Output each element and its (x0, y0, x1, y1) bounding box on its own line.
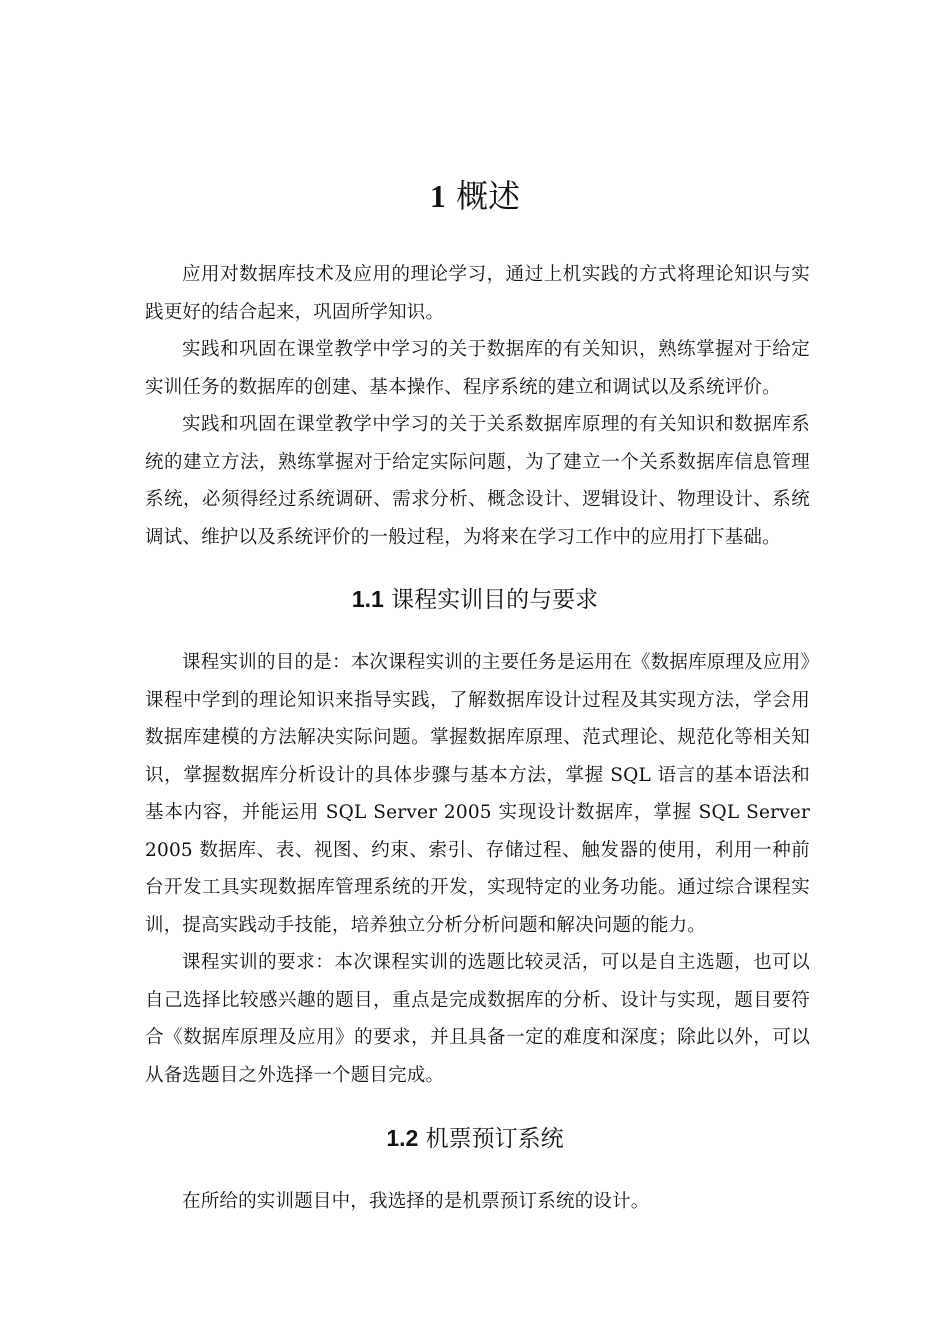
chapter-title-text: 概述 (456, 177, 521, 215)
section-1-1-number: 1.1 (351, 586, 384, 612)
section-1-1-paragraph-2: 课程实训的要求：本次课程实训的选题比较灵活，可以是自主选题，也可以自己选择比较感兴趣的题目，重点是完成数据库的分析、设计与实现，题目要符合《数据库原理及应用》的要求，并且具备一定的难度和深度；除此以外，可以从备选题目之外选择一个题目完成。 (145, 952, 810, 1086)
section-1-1-paragraph-1: 课程实训的目的是：本次课程实训的主要任务是运用在《数据库原理及应用》课程中学到的理论知识来指导实践，了解数据库设计过程及其实现方法，学会用数据库建模的方法解决实际问题。掌握数据库原理、范式理论、规范化等相关知识，掌握数据库分析设计的具体步骤与基本方法，掌握 SQL 语言的基本语法和基本内容，并能运用 SQL Server 2005 实现设计数据库，掌握 SQL Server 2005 数据库、表、视图、约束、索引、存储过程、触发器的使用，利用一种前台开发工具实现数据库管理系统的开发，实现特定的业务功能。通过综合课程实训，提高实践动手技能，培养独立分析分析问题和解决问题的能力。 (145, 652, 810, 936)
section-1-1-title: 课程实训目的与要求 (391, 587, 599, 613)
section-1-1-heading (0, 583, 950, 616)
intro-paragraph-3: 实践和巩固在课堂教学中学习的关于关系数据库原理的有关知识和数据库系统的建立方法，熟练掌握对于给定实际问题，为了建立一个关系数据库信息管理系统，必须得经过系统调研、需求分析、概念设计、逻辑设计、物理设计、系统调试、维护以及系统评价的一般过程，为将来在学习工作中的应用打下基础。 (145, 414, 810, 548)
intro-body (145, 256, 810, 556)
section-1-2-title: 机票预订系统 (425, 1126, 564, 1152)
intro-paragraph-1: 应用对数据库技术及应用的理论学习，通过上机实践的方式将理论知识与实践更好的结合起来，巩固所学知识。 (145, 264, 810, 323)
section-1-2-number: 1.2 (386, 1125, 419, 1151)
chapter-number: 1 (429, 178, 446, 214)
section-1-2-body (145, 1183, 810, 1221)
chapter-title (0, 172, 950, 220)
intro-paragraph-2: 实践和巩固在课堂教学中学习的关于数据库的有关知识，熟练掌握对于给定实训任务的数据库的创建、基本操作、程序系统的建立和调试以及系统评价。 (145, 339, 810, 398)
section-1-1-body (145, 644, 810, 1094)
section-1-2-heading (0, 1122, 950, 1155)
section-1-2-paragraph-1: 在所给的实训题目中，我选择的是机票预订系统的设计。 (182, 1191, 650, 1212)
